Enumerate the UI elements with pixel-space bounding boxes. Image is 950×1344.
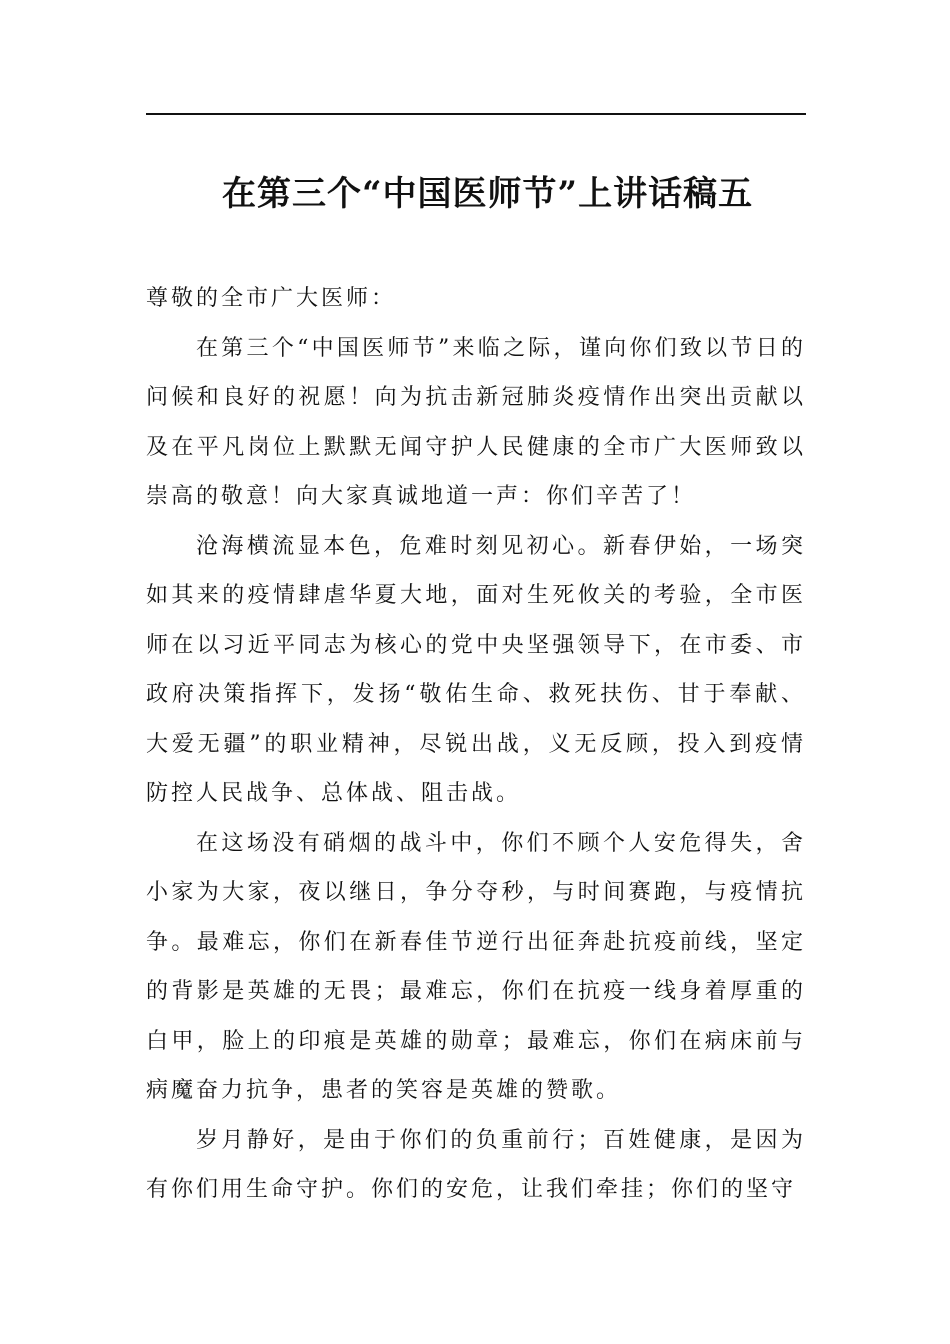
paragraph-2: 沧海横流显本色，危难时刻见初心。新春伊始，一场突如其来的疫情肆虐华夏大地，面对生死攸关的考验，全市医师在以习近平同志为核心的党中央坚强领导下，在市委、市政府决策指挥下，发扬“敬佑生命、救死扶伤、甘于奉献、大爱无疆”的职业精神，尽锐出战，义无反顾，投入到疫情防控人民战争、总体战、阻击战。 — [146, 533, 806, 806]
paragraph-3: 在这场没有硝烟的战斗中，你们不顾个人安危得失，舍小家为大家，夜以继日，争分夺秒，与时间赛跑，与疫情抗争。最难忘，你们在新春佳节逆行出征奔赴抗疫前线，坚定的背影是英雄的无畏；最难忘，你们在抗疫一线身着厚重的白甲，脸上的印痕是英雄的勋章；最难忘，你们在病床前与病魔奋力抗争，患者的笑容是英雄的赞歌。 — [146, 830, 806, 1103]
salutation: 尊敬的全市广大医师： — [146, 286, 397, 311]
document-body — [146, 274, 806, 1215]
header-rule — [146, 113, 806, 115]
document-title: 在第三个“中国医师节”上讲话稿五 — [222, 174, 754, 214]
paragraph-1: 在第三个“中国医师节”来临之际，谨向你们致以节日的问候和良好的祝愿！向为抗击新冠肺炎疫情作出突出贡献以及在平凡岗位上默默无闻守护人民健康的全市广大医师致以崇高的敬意！向大家真诚地道一声：你们辛苦了！ — [146, 335, 806, 509]
paragraph-4: 岁月静好，是由于你们的负重前行；百姓健康，是因为有你们用生命守护。你们的安危，让我们牵挂；你们的坚守 — [146, 1127, 806, 1202]
